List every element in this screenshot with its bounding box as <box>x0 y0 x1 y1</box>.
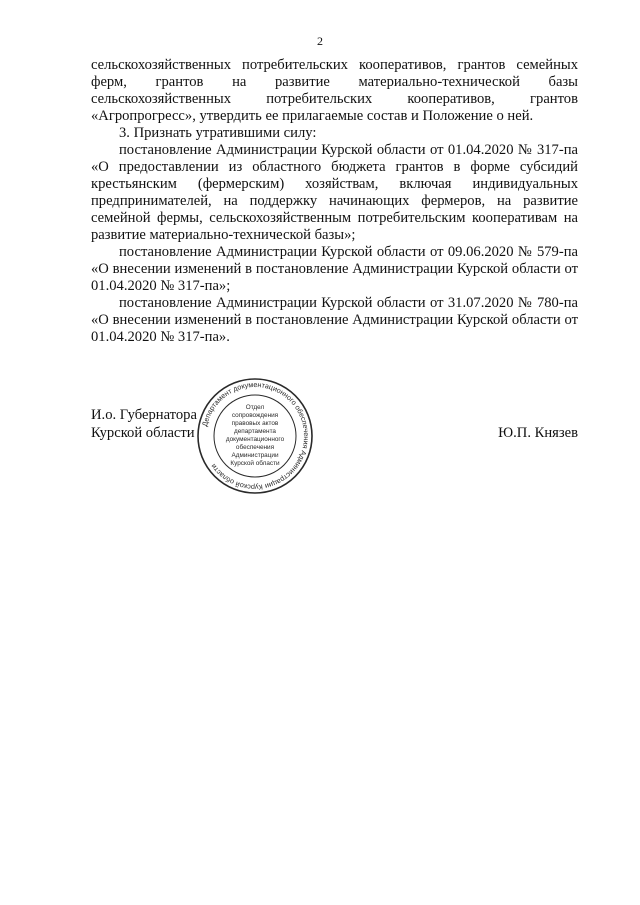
official-stamp <box>195 376 315 496</box>
paragraph-resolution-317: постановление Администрации Курской области от 01.04.2020 № 317-па «О предоставлении из областного бюджета грантов в форме субсидий крестьянским (фермерским) хозяйствам, включая индивидуальных предпринимателей, на поддержку начинающих фермеров, на развитие семейной фермы, сельскохозяйственным потребительским кооперативам на развитие материально-технической базы»; <box>91 142 578 243</box>
stamp-line: департамента <box>233 428 277 435</box>
stamp-line: сопровождения <box>231 412 279 419</box>
stamp-line: обеспечения <box>235 444 275 451</box>
signatory-title: И.о. Губернатора <box>91 407 197 423</box>
page-number: 2 <box>317 34 323 48</box>
paragraph-item-3: 3. Признать утратившими силу: <box>119 125 317 141</box>
stamp-outer-text: Департамент документационного обеспечения Администрации Курской области <box>199 379 312 493</box>
paragraph-continuation: сельскохозяйственных потребительских кооперативов, грантов семейных ферм, грантов на развитие материально-технической базы сельскохозяйственных потребительских кооперативов, грантов «Агропрогресс», утвердить ее прилагаемые состав и Положение о ней. <box>91 57 578 124</box>
stamp-seal-icon <box>195 376 315 496</box>
document-body <box>91 57 578 346</box>
signatory-name: Ю.П. Князев <box>498 425 578 441</box>
stamp-line: Администрации <box>231 452 279 459</box>
stamp-line: Курской области <box>230 460 280 467</box>
stamp-line: Отдел <box>245 404 265 411</box>
stamp-line: правовых актов <box>231 420 279 427</box>
paragraph-resolution-579: постановление Администрации Курской области от 09.06.2020 № 579-па «О внесении изменений в постановление Администрации Курской области от 01.04.2020 № 317-па»; <box>91 244 578 294</box>
stamp-line: документационного <box>225 436 285 443</box>
signatory-position <box>91 406 197 442</box>
signatory-region: Курской области <box>91 425 195 441</box>
paragraph-resolution-780: постановление Администрации Курской области от 31.07.2020 № 780-па «О внесении изменений в постановление Администрации Курской области от 01.04.2020 № 317-па». <box>91 295 578 345</box>
